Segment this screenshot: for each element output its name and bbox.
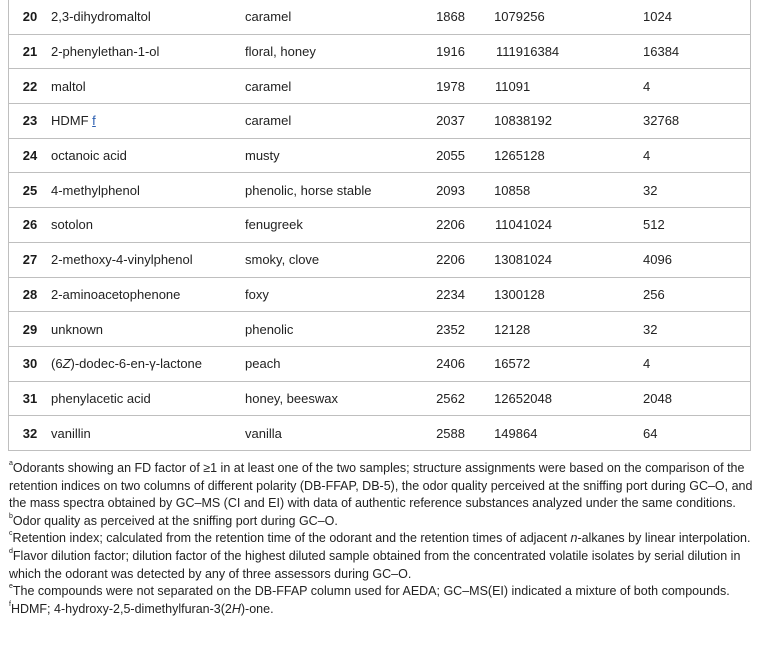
retention-index-db5-cell <box>465 208 523 243</box>
retention-index-ffap-cell <box>407 0 465 34</box>
odorant-number-text: 21 <box>22 44 38 60</box>
table-row <box>9 69 751 104</box>
retention-index-db5-text: 1308 <box>494 252 523 268</box>
odorant-name-text: (6Z)-dodec-6-en-γ-lactone <box>51 356 203 372</box>
odorant-number-text: 24 <box>22 148 38 164</box>
fd-factor-a-cell <box>523 416 643 451</box>
fd-factor-b-text: 32 <box>643 182 658 198</box>
odorant-name-text: 2,3-dihydromaltol <box>51 9 151 25</box>
odorant-number-text: 31 <box>22 390 38 406</box>
odor-quality-cell <box>245 138 407 173</box>
footnote-mark: a <box>9 460 13 467</box>
fd-factor-a-cell <box>523 346 643 381</box>
footnote-italic: H <box>231 601 241 616</box>
retention-index-ffap-text: 2055 <box>436 148 465 164</box>
odor-quality-text: caramel <box>245 9 292 25</box>
retention-index-ffap-text: 2206 <box>436 217 465 233</box>
fd-factor-a-text: 128 <box>523 286 545 302</box>
odorant-name-text: sotolon <box>51 217 93 233</box>
table-row <box>9 277 751 312</box>
odor-quality-cell <box>245 277 407 312</box>
retention-index-ffap-text: 2352 <box>436 321 465 337</box>
fd-factor-a-text: 64 <box>523 425 538 441</box>
fd-factor-a-text: 1024 <box>523 217 552 233</box>
odorant-name-text: vanillin <box>51 425 91 441</box>
odor-quality-cell <box>245 312 407 347</box>
fd-factor-b-text: 32768 <box>643 113 680 129</box>
fd-factor-b-text: 4 <box>643 78 651 94</box>
fd-factor-b-text: 16384 <box>643 44 680 60</box>
odor-quality-text: vanilla <box>245 425 282 441</box>
retention-index-db5-text: 1079 <box>494 9 523 25</box>
retention-index-db5-cell <box>465 381 523 416</box>
odor-quality-text: smoky, clove <box>245 252 320 268</box>
footnote-b <box>9 513 754 531</box>
odor-quality-cell <box>245 69 407 104</box>
retention-index-db5-text: 1265 <box>494 390 523 406</box>
retention-index-ffap-text: 2037 <box>436 113 465 129</box>
odorant-number-cell <box>9 104 52 139</box>
odorant-name-text: 4-methylphenol <box>51 182 140 198</box>
table-row <box>9 312 751 347</box>
fd-factor-a-text: 2048 <box>523 390 552 406</box>
odorant-name-cell <box>51 34 245 69</box>
footnote-mark: d <box>9 547 13 555</box>
odorant-name-cell <box>51 416 245 451</box>
footnote-text: Odorants showing an FD factor of ≥1 in at least one of the two samples; structure assignments were based on the comparison of the retention indices on two columns of different polarity (DB-FFAP, DB-5), the odor quality perceived at the sniffing port during GC–O, and the mass spectra obtained by GC–MS (CI and EI) with data of authentic reference substances analyzed under the same conditions. <box>9 461 753 511</box>
footnote-mark: f <box>9 600 11 608</box>
odorant-number-text: 20 <box>22 9 38 25</box>
odorant-number-cell <box>9 208 52 243</box>
retention-index-ffap-cell <box>407 138 465 173</box>
odorant-number-cell <box>9 277 52 312</box>
retention-index-ffap-text: 1868 <box>436 9 465 25</box>
odorant-name-text: 2-phenylethan-1-ol <box>51 44 160 60</box>
odorant-number-cell <box>9 312 52 347</box>
retention-index-db5-text: 1109 <box>495 78 523 94</box>
odorant-name-cell <box>51 69 245 104</box>
footnote-c <box>9 530 754 548</box>
odor-quality-text: honey, beeswax <box>245 390 338 406</box>
odor-quality-cell <box>245 381 407 416</box>
footnote-text: Flavor dilution factor; dilution factor of the highest diluted sample obtained from the concentrated volatile isolates by serial dilution in which the odorant was detected by any of three assessors during GC–O. <box>9 548 741 581</box>
retention-index-db5-text: 1083 <box>494 113 523 129</box>
retention-index-ffap-text: 2206 <box>436 252 465 268</box>
footnote-e <box>9 583 754 601</box>
retention-index-ffap-text: 2093 <box>436 182 465 198</box>
odorant-name-cell <box>51 104 245 139</box>
table-row <box>9 138 751 173</box>
table-row <box>9 381 751 416</box>
retention-index-db5-cell <box>465 138 523 173</box>
fd-factor-a-text: 8 <box>523 321 531 337</box>
table-row <box>9 0 751 34</box>
retention-index-db5-text: 1085 <box>494 182 523 198</box>
odor-quality-cell <box>245 173 407 208</box>
footnote-text: The compounds were not separated on the DB-FFAP column used for AEDA; GC–MS(EI) indicated a mixture of both compounds. <box>12 584 730 599</box>
fd-factor-a-cell <box>523 138 643 173</box>
retention-index-ffap-cell <box>407 346 465 381</box>
odorant-name-text: phenylacetic acid <box>51 390 151 406</box>
odorant-name-cell <box>51 312 245 347</box>
odor-quality-text: peach <box>245 356 281 372</box>
fd-factor-a-cell <box>523 104 643 139</box>
odorant-name-cell <box>51 173 245 208</box>
fd-factor-a-cell <box>523 69 643 104</box>
retention-index-ffap-cell <box>407 416 465 451</box>
fd-factor-b-cell <box>643 416 751 451</box>
table-footnotes <box>9 460 754 618</box>
footnote-link[interactable]: f <box>92 113 96 129</box>
odorant-name-cell <box>51 277 245 312</box>
retention-index-ffap-cell <box>407 34 465 69</box>
footnote-f <box>9 601 754 619</box>
retention-index-db5-cell <box>465 277 523 312</box>
fd-factor-a-cell <box>523 242 643 277</box>
fd-factor-b-text: 4 <box>643 356 651 372</box>
odor-quality-cell <box>245 0 407 34</box>
retention-index-db5-text: 1212 <box>494 321 523 337</box>
retention-index-ffap-text: 1916 <box>436 44 465 60</box>
odorant-number-cell <box>9 138 52 173</box>
fd-factor-b-cell <box>643 104 751 139</box>
fd-factor-b-cell <box>643 208 751 243</box>
retention-index-ffap-cell <box>407 242 465 277</box>
fd-factor-b-text: 4 <box>643 148 651 164</box>
table-row <box>9 104 751 139</box>
odorant-table <box>8 0 751 451</box>
fd-factor-a-cell <box>523 34 643 69</box>
fd-factor-b-cell <box>643 346 751 381</box>
odorant-number-cell <box>9 346 52 381</box>
odorant-name-text: 2-methoxy-4-vinylphenol <box>51 252 193 268</box>
fd-factor-b-text: 256 <box>643 286 665 302</box>
retention-index-db5-text: 1300 <box>494 286 523 302</box>
retention-index-db5-cell <box>465 69 523 104</box>
odorant-name-cell <box>51 381 245 416</box>
fd-factor-b-text: 2048 <box>643 390 672 406</box>
fd-factor-a-text: 2 <box>523 356 531 372</box>
odor-quality-cell <box>245 34 407 69</box>
odor-quality-cell <box>245 242 407 277</box>
fd-factor-a-cell <box>523 277 643 312</box>
odor-quality-text: floral, honey <box>245 44 316 60</box>
odorant-name-text: maltol <box>51 78 86 94</box>
table-row <box>9 416 751 451</box>
odor-quality-text: musty <box>245 148 280 164</box>
odor-quality-cell <box>245 346 407 381</box>
fd-factor-a-cell <box>523 0 643 34</box>
retention-index-ffap-cell <box>407 208 465 243</box>
retention-index-db5-text: 1498 <box>494 425 523 441</box>
odor-quality-cell <box>245 416 407 451</box>
retention-index-ffap-cell <box>407 104 465 139</box>
retention-index-db5-cell <box>465 312 523 347</box>
fd-factor-a-text: 256 <box>523 9 545 25</box>
fd-factor-b-cell <box>643 242 751 277</box>
odorant-name-text: octanoic acid <box>51 148 127 164</box>
retention-index-db5-cell <box>465 242 523 277</box>
fd-factor-b-cell <box>643 0 751 34</box>
odor-quality-text: foxy <box>245 286 269 302</box>
odorant-number-cell <box>9 242 52 277</box>
retention-index-ffap-text: 2234 <box>436 286 465 302</box>
footnote-text: Retention index; calculated from the retention time of the odorant and the retention times of adjacent <box>12 531 571 546</box>
odorant-name-cell <box>51 208 245 243</box>
fd-factor-a-cell <box>523 173 643 208</box>
fd-factor-a-text: 1 <box>523 78 531 94</box>
odorant-number-text: 27 <box>22 252 38 268</box>
fd-factor-b-text: 64 <box>643 425 658 441</box>
fd-factor-a-text: 1024 <box>523 252 552 268</box>
odorant-name-cell <box>51 138 245 173</box>
odorant-number-cell <box>9 381 52 416</box>
odorant-number-cell <box>9 173 52 208</box>
odorant-number-cell <box>9 416 52 451</box>
footnote-d <box>9 548 754 583</box>
footnote-text: -alkanes by linear interpolation. <box>577 531 751 546</box>
fd-factor-b-text: 512 <box>643 217 665 233</box>
retention-index-ffap-text: 2406 <box>436 356 465 372</box>
odorant-name-cell <box>51 242 245 277</box>
fd-factor-a-cell <box>523 208 643 243</box>
retention-index-db5-text: 1265 <box>494 148 523 164</box>
footnote-a <box>9 460 754 513</box>
table-row <box>9 346 751 381</box>
odorant-table-body <box>9 0 751 450</box>
footnote-italic: n <box>570 531 578 546</box>
table-row <box>9 34 751 69</box>
odorant-number-text: 30 <box>22 356 38 372</box>
footnote-text: HDMF; 4-hydroxy-2,5-dimethylfuran-3(2 <box>10 601 232 616</box>
retention-index-db5-text: 1119 <box>496 44 523 60</box>
odorant-number-text: 25 <box>22 182 38 198</box>
retention-index-ffap-text: 2588 <box>436 425 465 441</box>
fd-factor-b-cell <box>643 34 751 69</box>
footnote-mark: c <box>9 530 13 538</box>
odorant-number-text: 29 <box>22 321 38 337</box>
odorant-number-text: 26 <box>22 217 38 233</box>
footnote-text: )-one. <box>240 601 274 616</box>
fd-factor-a-text: 16384 <box>523 44 560 60</box>
fd-factor-b-cell <box>643 277 751 312</box>
odor-quality-text: phenolic, horse stable <box>245 182 372 198</box>
retention-index-ffap-cell <box>407 312 465 347</box>
footnote-text: Odor quality as perceived at the sniffing port during GC–O. <box>12 513 338 528</box>
footnote-mark: b <box>9 512 13 520</box>
retention-index-ffap-text: 1978 <box>436 78 465 94</box>
fd-factor-a-cell <box>523 381 643 416</box>
retention-index-db5-cell <box>465 173 523 208</box>
retention-index-db5-cell <box>465 34 523 69</box>
retention-index-db5-text: 1104 <box>495 217 523 233</box>
table-row <box>9 173 751 208</box>
fd-factor-b-text: 1024 <box>643 9 672 25</box>
odor-quality-text: phenolic <box>245 321 294 337</box>
odorant-name-cell <box>51 0 245 34</box>
retention-index-ffap-cell <box>407 173 465 208</box>
fd-factor-a-text: 128 <box>523 148 545 164</box>
odorant-number-text: 22 <box>22 78 38 94</box>
fd-factor-b-cell <box>643 173 751 208</box>
table-row <box>9 208 751 243</box>
odor-quality-cell <box>245 208 407 243</box>
odorant-name-text: HDMF <box>51 113 89 129</box>
odor-quality-text: caramel <box>245 78 292 94</box>
odorant-number-cell <box>9 69 52 104</box>
odor-quality-text: fenugreek <box>245 217 303 233</box>
odorant-name-text: unknown <box>51 321 104 337</box>
fd-factor-b-cell <box>643 69 751 104</box>
fd-factor-a-cell <box>523 312 643 347</box>
retention-index-ffap-text: 2562 <box>436 390 465 406</box>
fd-factor-b-cell <box>643 381 751 416</box>
odorant-number-text: 28 <box>22 286 38 302</box>
odorant-number-text: 32 <box>22 425 38 441</box>
odorant-number-cell <box>9 34 52 69</box>
retention-index-ffap-cell <box>407 69 465 104</box>
odorant-name-cell <box>51 346 245 381</box>
fd-factor-b-cell <box>643 312 751 347</box>
fd-factor-a-text: 8 <box>523 182 531 198</box>
odor-quality-text: caramel <box>245 113 292 129</box>
fd-factor-b-text: 32 <box>643 321 658 337</box>
retention-index-db5-text: 1657 <box>494 356 523 372</box>
retention-index-ffap-cell <box>407 381 465 416</box>
fd-factor-b-cell <box>643 138 751 173</box>
retention-index-db5-cell <box>465 104 523 139</box>
odorant-name-text: 2-aminoacetophenone <box>51 286 181 302</box>
footnote-mark: e <box>9 583 13 591</box>
odorant-number-text: 23 <box>22 113 38 129</box>
fd-factor-a-text: 8192 <box>523 113 552 129</box>
table-row <box>9 242 751 277</box>
odor-quality-cell <box>245 104 407 139</box>
retention-index-db5-cell <box>465 416 523 451</box>
retention-index-db5-cell <box>465 0 523 34</box>
fd-factor-b-text: 4096 <box>643 252 672 268</box>
retention-index-ffap-cell <box>407 277 465 312</box>
retention-index-db5-cell <box>465 346 523 381</box>
odorant-number-cell <box>9 0 52 34</box>
